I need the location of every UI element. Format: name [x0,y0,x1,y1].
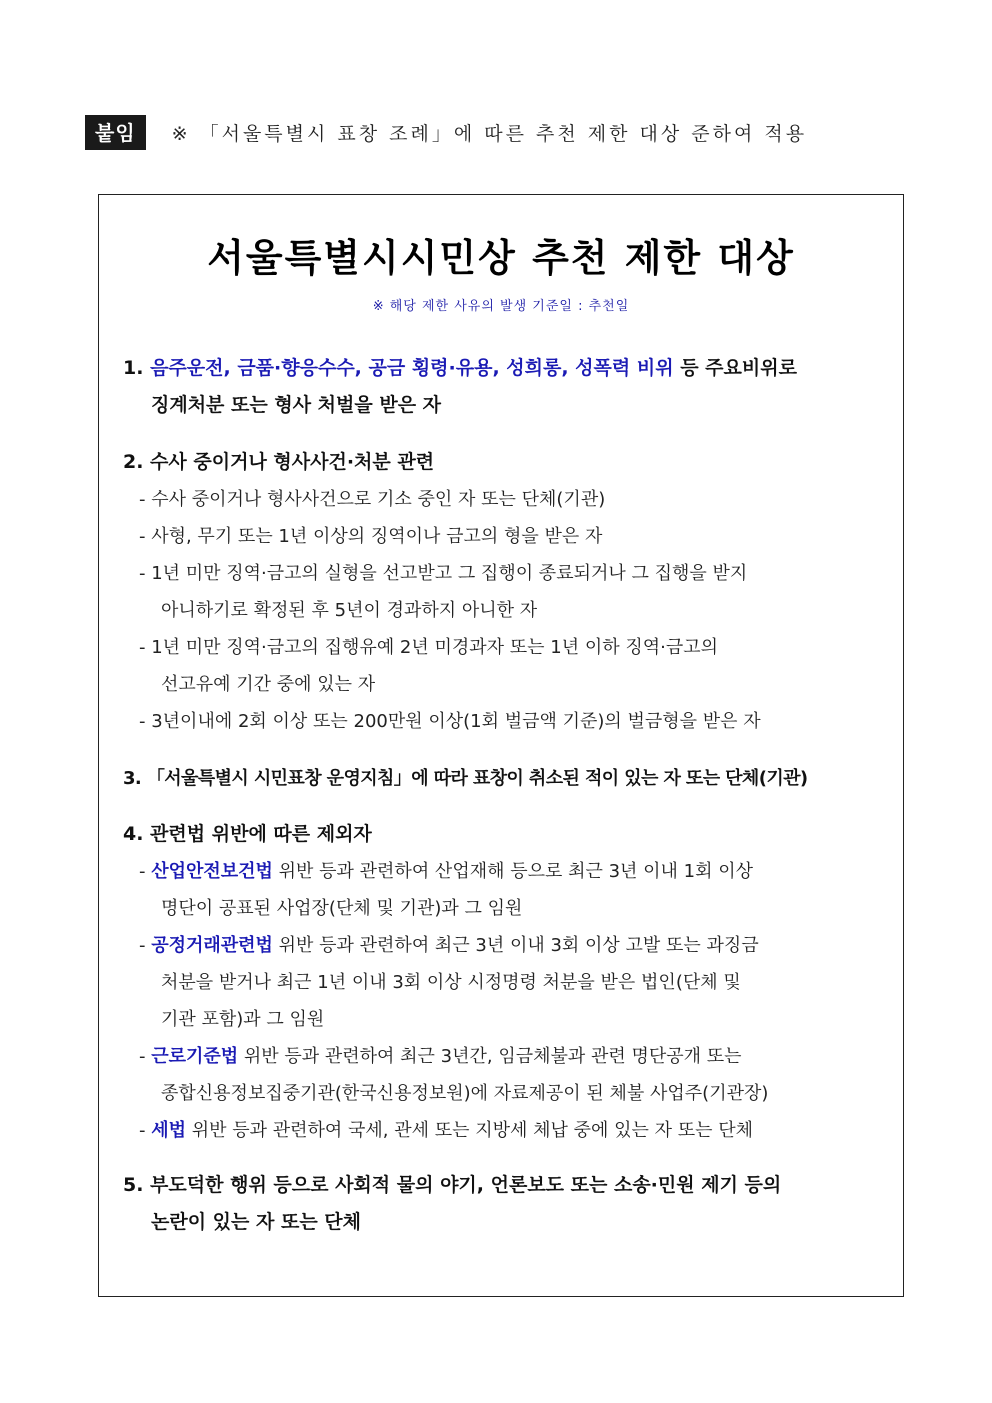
section-2-item: - 3년이내에 2회 이상 또는 200만원 이상(1회 벌금액 기준)의 벌금형을 받은 자 [139,711,761,732]
law-name: 공정거래관련법 [151,935,273,956]
section-4-item [123,927,883,964]
section-4-item-continuation: 종합신용정보집중기관(한국신용정보원)에 자료제공이 된 체불 사업주(기관장) [161,1083,769,1104]
item-text: 위반 등과 관련하여 국세, 관세 또는 지방세 체납 중에 있는 자 또는 단체 [186,1120,753,1141]
section-4-item [123,853,883,890]
section-4-heading: 4. 관련법 위반에 따른 제외자 [123,823,372,845]
section-2-item: - 1년 미만 징역·금고의 실형을 선고받고 그 집행이 종료되거나 그 집행을 받지 [139,563,748,584]
section-2-item: - 1년 미만 징역·금고의 집행유예 2년 미경과자 또는 1년 이하 징역·금고의 [139,637,718,658]
doc-title: 서울특별시시민상 추천 제한 대상 [207,236,795,280]
section-1 [123,350,883,424]
section-4-item-continuation: 기관 포함)과 그 임원 [161,1009,325,1030]
attachment-header [85,116,807,148]
section-1-highlight: 음주운전, 금품·향응수수, 공금 횡령·유용, 성희롱, 성폭력 비위 [150,357,674,379]
section-3-text: 3. 「서울특별시 시민표창 운영지침」에 따라 표창이 취소된 적이 있는 자 또는 단체(기관) [123,768,808,789]
law-name: 산업안전보건법 [151,861,273,882]
section-2-item-continuation: 선고유예 기간 중에 있는 자 [161,674,376,695]
section-3 [123,760,883,797]
section-4-item [123,1038,883,1075]
attachment-badge: 붙임 [85,115,146,150]
section-4-item-continuation: 명단이 공표된 사업장(단체 및 기관)과 그 임원 [161,898,523,919]
section-2-item: - 수사 중이거나 형사사건으로 기소 중인 자 또는 단체(기관) [139,489,606,510]
item-dash: - [139,861,152,882]
section-4 [123,816,883,1149]
section-2-item: - 사형, 무기 또는 1년 이상의 징역이나 금고의 형을 받은 자 [139,526,603,547]
section-5 [123,1167,883,1241]
section-5-continuation: 논란이 있는 자 또는 단체 [151,1211,361,1233]
item-dash: - [139,1120,152,1141]
section-1-number: 1. [123,357,144,379]
header-note: ※ 「서울특별시 표창 조례」에 따른 추천 제한 대상 준하여 적용 [171,122,808,145]
law-name: 근로기준법 [151,1046,239,1067]
section-1-line [123,350,883,387]
section-4-item-continuation: 처분을 받거나 최근 1년 이내 3회 이상 시정명령 처분을 받은 법인(단체 및 [161,972,741,993]
section-2-item-continuation: 아니하기로 확정된 후 5년이 경과하지 아니한 자 [161,600,538,621]
item-dash: - [139,935,152,956]
section-5-line: 5. 부도덕한 행위 등으로 사회적 물의 야기, 언론보도 또는 소송·민원 제기 등의 [123,1174,782,1196]
section-4-item [123,1112,883,1149]
section-1-rest: 등 주요비위로 [673,357,797,379]
item-text: 위반 등과 관련하여 산업재해 등으로 최근 3년 이내 1회 이상 [272,861,753,882]
section-2 [123,444,883,740]
restriction-box [98,194,904,1297]
item-text: 위반 등과 관련하여 최근 3년간, 임금체불과 관련 명단공개 또는 [238,1046,742,1067]
item-text: 위반 등과 관련하여 최근 3년 이내 3회 이상 고발 또는 과징금 [272,935,759,956]
doc-subnote: ※ 해당 제한 사유의 발생 기준일 : 추천일 [372,299,630,314]
section-1-continuation: 징계처분 또는 형사 처벌을 받은 자 [151,394,442,416]
section-2-heading: 2. 수사 중이거나 형사사건·처분 관련 [123,451,435,473]
law-name: 세법 [151,1120,186,1141]
item-dash: - [139,1046,152,1067]
